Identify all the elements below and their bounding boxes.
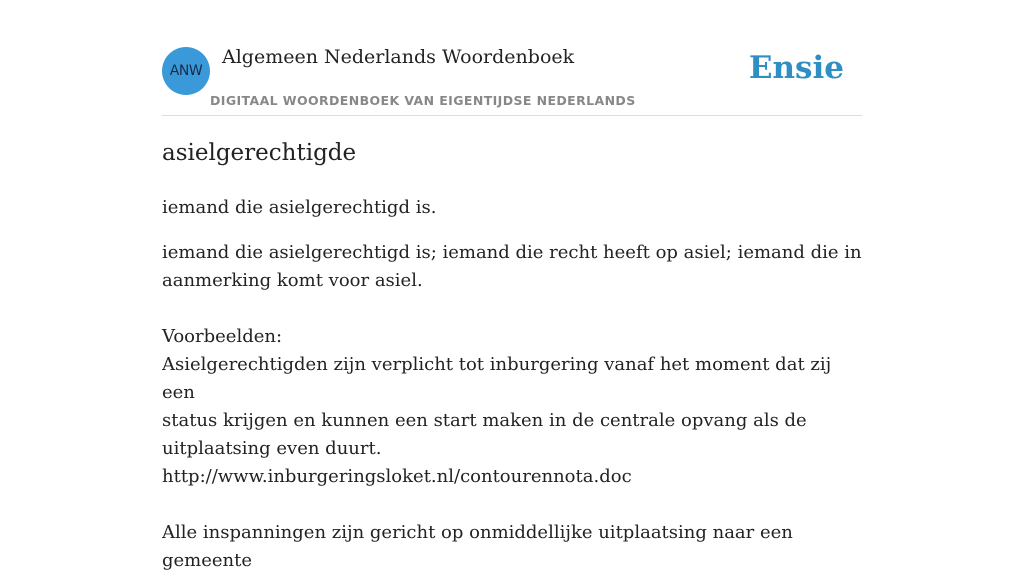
- definition-line: aanmerking komt voor asiel.: [162, 270, 423, 291]
- example-line: Alle inspanningen zijn gericht op onmiddellijke uitplaatsing naar een gemeente: [162, 522, 793, 571]
- entry-title: asielgerechtigde: [162, 140, 357, 166]
- spacer: [162, 491, 862, 519]
- anw-logo[interactable]: ANW: [162, 47, 210, 95]
- examples-label: Voorbeelden:: [162, 326, 283, 347]
- site-title[interactable]: Algemeen Nederlands Woordenboek: [222, 46, 575, 68]
- example-source: http://www.inburgeringsloket.nl/contourennota.doc: [162, 466, 632, 487]
- site-header: [162, 0, 862, 116]
- ensie-brand-link[interactable]: Ensie: [748, 50, 844, 86]
- example-line: status krijgen en kunnen een start maken in de centrale opvang als de: [162, 410, 807, 431]
- page-container: [162, 0, 862, 571]
- site-subtitle: DIGITAAL WOORDENBOEK VAN EIGENTIJDSE NEDERLANDS: [210, 93, 636, 108]
- long-definition: [162, 239, 862, 575]
- spacer: [162, 295, 862, 323]
- definition-line: iemand die asielgerechtigd is; iemand die recht heeft op asiel; iemand die in: [162, 242, 862, 263]
- example-line: uitplaatsing even duurt.: [162, 438, 382, 459]
- short-definition: iemand die asielgerechtigd is.: [162, 197, 437, 218]
- example-line: Asielgerechtigden zijn verplicht tot inburgering vanaf het moment dat zij een: [162, 354, 832, 403]
